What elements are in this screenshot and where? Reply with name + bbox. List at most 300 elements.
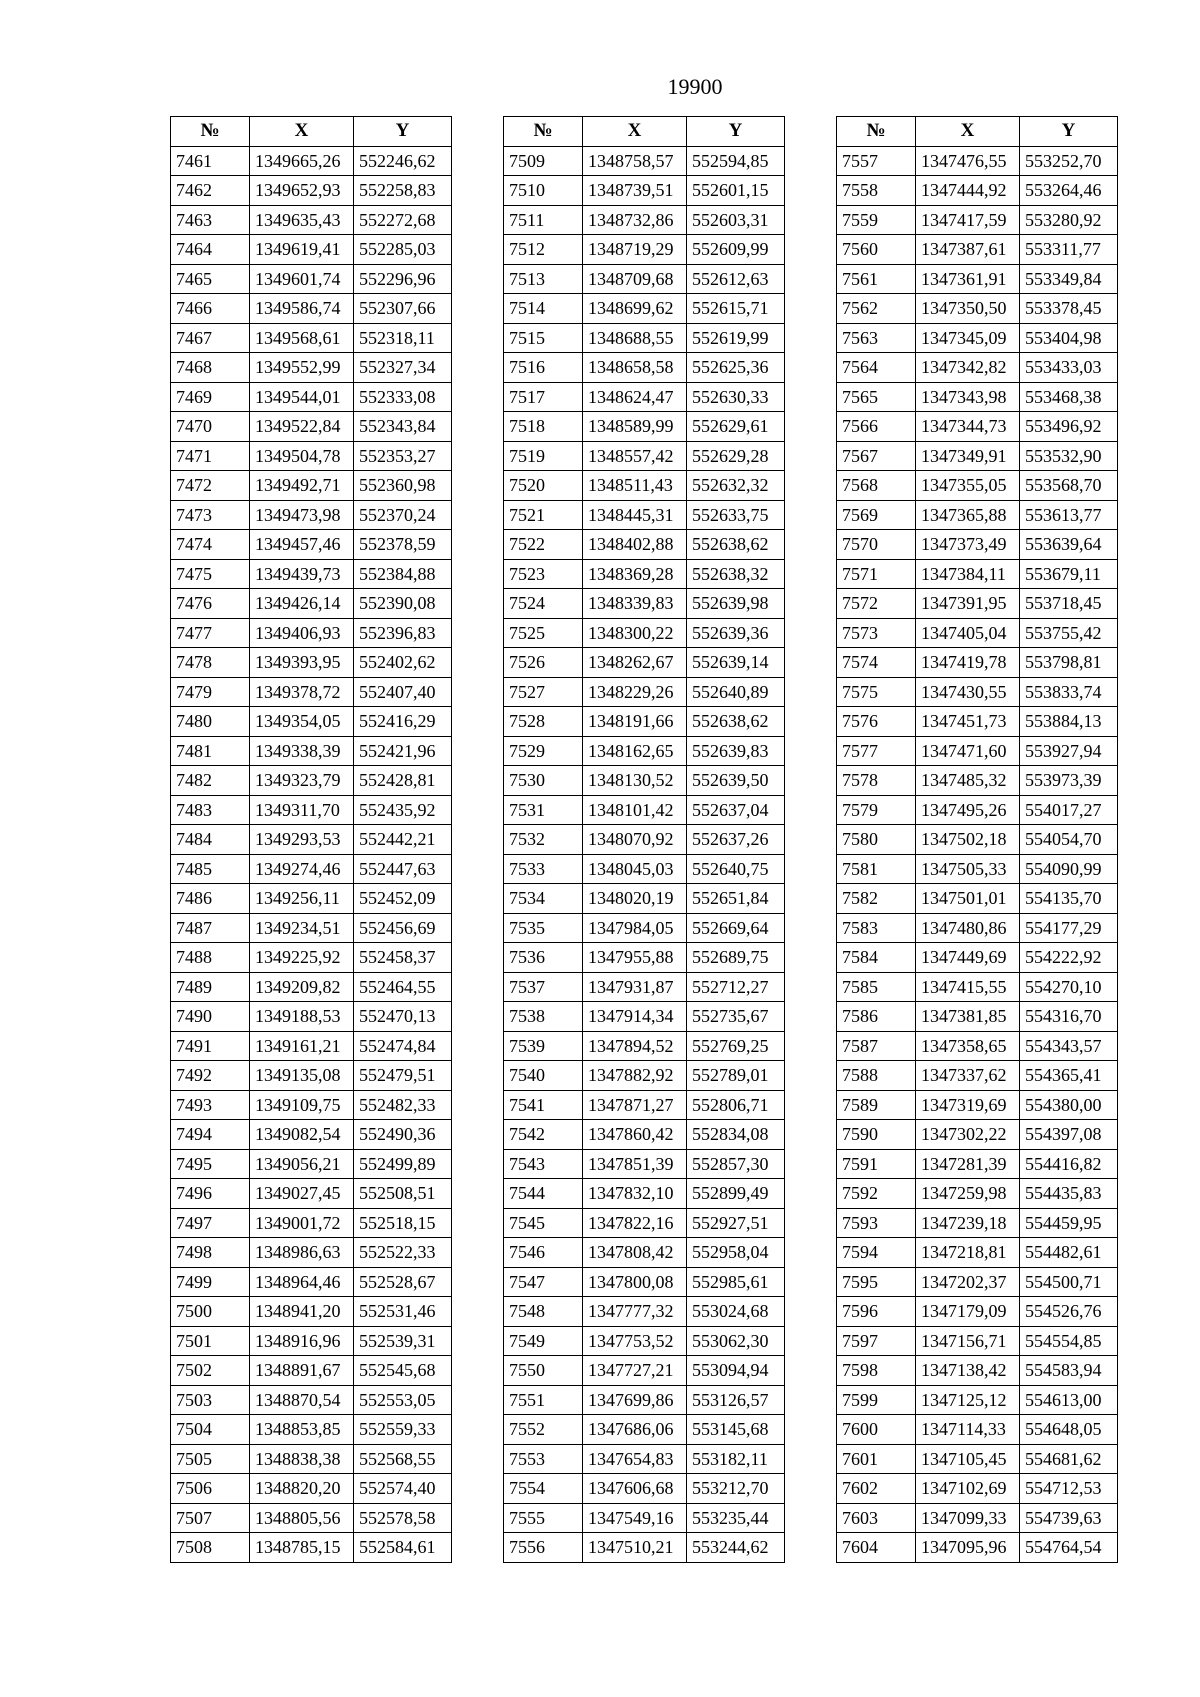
table-row — [171, 1149, 452, 1179]
x-coordinate-cell: 1348045,03 — [583, 854, 687, 884]
x-coordinate-cell: 1347345,09 — [916, 323, 1020, 353]
y-coordinate-cell: 554712,53 — [1020, 1474, 1118, 1504]
y-coordinate-cell: 552272,68 — [354, 205, 452, 235]
y-coordinate-cell: 552712,27 — [687, 972, 785, 1002]
x-coordinate-cell: 1349665,26 — [250, 146, 354, 176]
point-number-cell: 7571 — [837, 559, 916, 589]
x-coordinate-cell: 1349109,75 — [250, 1090, 354, 1120]
x-coordinate-cell: 1348557,42 — [583, 441, 687, 471]
y-coordinate-cell: 552834,08 — [687, 1120, 785, 1150]
y-coordinate-cell: 552629,61 — [687, 412, 785, 442]
x-coordinate-cell: 1347485,32 — [916, 766, 1020, 796]
y-coordinate-cell: 552452,09 — [354, 884, 452, 914]
table-row — [504, 1474, 785, 1504]
y-coordinate-cell: 552640,75 — [687, 854, 785, 884]
y-coordinate-cell: 552559,33 — [354, 1415, 452, 1445]
point-number-cell: 7498 — [171, 1238, 250, 1268]
x-coordinate-cell: 1348511,43 — [583, 471, 687, 501]
x-coordinate-cell: 1347343,98 — [916, 382, 1020, 412]
x-coordinate-cell: 1349293,53 — [250, 825, 354, 855]
y-coordinate-cell: 554017,27 — [1020, 795, 1118, 825]
x-coordinate-cell: 1349209,82 — [250, 972, 354, 1002]
table-row — [504, 884, 785, 914]
point-number-cell: 7529 — [504, 736, 583, 766]
point-number-cell: 7506 — [171, 1474, 250, 1504]
x-coordinate-cell: 1348262,67 — [583, 648, 687, 678]
x-coordinate-cell: 1348020,19 — [583, 884, 687, 914]
point-number-cell: 7461 — [171, 146, 250, 176]
x-coordinate-cell: 1347449,69 — [916, 943, 1020, 973]
table-row — [504, 1533, 785, 1563]
x-coordinate-cell: 1348445,31 — [583, 500, 687, 530]
table-row — [504, 854, 785, 884]
y-coordinate-cell: 552769,25 — [687, 1031, 785, 1061]
x-coordinate-cell: 1349188,53 — [250, 1002, 354, 1032]
y-coordinate-cell: 553433,03 — [1020, 353, 1118, 383]
y-coordinate-cell: 554500,71 — [1020, 1267, 1118, 1297]
x-coordinate-cell: 1347391,95 — [916, 589, 1020, 619]
column-header-x: X — [916, 117, 1020, 147]
y-coordinate-cell: 553468,38 — [1020, 382, 1118, 412]
table-row — [171, 1297, 452, 1327]
table-row — [837, 1415, 1118, 1445]
point-number-cell: 7474 — [171, 530, 250, 560]
table-row — [171, 825, 452, 855]
point-number-cell: 7504 — [171, 1415, 250, 1445]
y-coordinate-cell: 552474,84 — [354, 1031, 452, 1061]
point-number-cell: 7519 — [504, 441, 583, 471]
x-coordinate-cell: 1347931,87 — [583, 972, 687, 1002]
point-number-cell: 7590 — [837, 1120, 916, 1150]
point-number-cell: 7563 — [837, 323, 916, 353]
table-row — [504, 323, 785, 353]
y-coordinate-cell: 552639,83 — [687, 736, 785, 766]
y-coordinate-cell: 552416,29 — [354, 707, 452, 737]
x-coordinate-cell: 1347417,59 — [916, 205, 1020, 235]
y-coordinate-cell: 552639,36 — [687, 618, 785, 648]
y-coordinate-cell: 554435,83 — [1020, 1179, 1118, 1209]
x-coordinate-cell: 1348369,28 — [583, 559, 687, 589]
table-row — [504, 382, 785, 412]
x-coordinate-cell: 1349652,93 — [250, 176, 354, 206]
x-coordinate-cell: 1347800,08 — [583, 1267, 687, 1297]
x-coordinate-cell: 1348891,67 — [250, 1356, 354, 1386]
table-row — [837, 972, 1118, 1002]
table-row — [504, 766, 785, 796]
point-number-cell: 7494 — [171, 1120, 250, 1150]
table-row — [504, 1149, 785, 1179]
table-row — [171, 471, 452, 501]
column-header-y: Y — [687, 117, 785, 147]
point-number-cell: 7593 — [837, 1208, 916, 1238]
x-coordinate-cell: 1349311,70 — [250, 795, 354, 825]
x-coordinate-cell: 1348658,58 — [583, 353, 687, 383]
y-coordinate-cell: 552528,67 — [354, 1267, 452, 1297]
table-row — [504, 913, 785, 943]
table-row — [837, 471, 1118, 501]
x-coordinate-cell: 1349027,45 — [250, 1179, 354, 1209]
point-number-cell: 7575 — [837, 677, 916, 707]
y-coordinate-cell: 554739,63 — [1020, 1503, 1118, 1533]
point-number-cell: 7468 — [171, 353, 250, 383]
point-number-cell: 7601 — [837, 1444, 916, 1474]
y-coordinate-cell: 553973,39 — [1020, 766, 1118, 796]
x-coordinate-cell: 1347099,33 — [916, 1503, 1020, 1533]
y-coordinate-cell: 553378,45 — [1020, 294, 1118, 324]
x-coordinate-cell: 1348130,52 — [583, 766, 687, 796]
point-number-cell: 7481 — [171, 736, 250, 766]
y-coordinate-cell: 553927,94 — [1020, 736, 1118, 766]
point-number-cell: 7493 — [171, 1090, 250, 1120]
y-coordinate-cell: 552458,37 — [354, 943, 452, 973]
table-row — [504, 795, 785, 825]
y-coordinate-cell: 552402,62 — [354, 648, 452, 678]
x-coordinate-cell: 1347510,21 — [583, 1533, 687, 1563]
table-row — [837, 589, 1118, 619]
x-coordinate-cell: 1348229,26 — [583, 677, 687, 707]
x-coordinate-cell: 1348805,56 — [250, 1503, 354, 1533]
x-coordinate-cell: 1347125,12 — [916, 1385, 1020, 1415]
point-number-cell: 7548 — [504, 1297, 583, 1327]
point-number-cell: 7567 — [837, 441, 916, 471]
y-coordinate-cell: 552639,98 — [687, 589, 785, 619]
point-number-cell: 7542 — [504, 1120, 583, 1150]
y-coordinate-cell: 552464,55 — [354, 972, 452, 1002]
table-row — [837, 1149, 1118, 1179]
y-coordinate-cell: 552574,40 — [354, 1474, 452, 1504]
x-coordinate-cell: 1347419,78 — [916, 648, 1020, 678]
point-number-cell: 7467 — [171, 323, 250, 353]
table-row — [171, 205, 452, 235]
point-number-cell: 7594 — [837, 1238, 916, 1268]
table-row — [171, 294, 452, 324]
table-row — [837, 1326, 1118, 1356]
x-coordinate-cell: 1349378,72 — [250, 677, 354, 707]
y-coordinate-cell: 552246,62 — [354, 146, 452, 176]
table-row — [171, 648, 452, 678]
x-coordinate-cell: 1347361,91 — [916, 264, 1020, 294]
table-row — [504, 1238, 785, 1268]
coordinates-table — [503, 116, 785, 1563]
point-number-cell: 7549 — [504, 1326, 583, 1356]
table-row — [504, 1326, 785, 1356]
x-coordinate-cell: 1349457,46 — [250, 530, 354, 560]
point-number-cell: 7499 — [171, 1267, 250, 1297]
point-number-cell: 7599 — [837, 1385, 916, 1415]
point-number-cell: 7469 — [171, 382, 250, 412]
y-coordinate-cell: 553311,77 — [1020, 235, 1118, 265]
point-number-cell: 7604 — [837, 1533, 916, 1563]
table-row — [171, 1061, 452, 1091]
table-row — [837, 707, 1118, 737]
point-number-cell: 7534 — [504, 884, 583, 914]
x-coordinate-cell: 1347415,55 — [916, 972, 1020, 1002]
x-coordinate-cell: 1347179,09 — [916, 1297, 1020, 1327]
point-number-cell: 7603 — [837, 1503, 916, 1533]
y-coordinate-cell: 554648,05 — [1020, 1415, 1118, 1445]
table-row — [171, 1208, 452, 1238]
table-row — [504, 825, 785, 855]
y-coordinate-cell: 553532,90 — [1020, 441, 1118, 471]
point-number-cell: 7531 — [504, 795, 583, 825]
point-number-cell: 7517 — [504, 382, 583, 412]
point-number-cell: 7495 — [171, 1149, 250, 1179]
y-coordinate-cell: 554459,95 — [1020, 1208, 1118, 1238]
column-header-y: Y — [354, 117, 452, 147]
y-coordinate-cell: 552545,68 — [354, 1356, 452, 1386]
point-number-cell: 7477 — [171, 618, 250, 648]
point-number-cell: 7595 — [837, 1267, 916, 1297]
point-number-cell: 7538 — [504, 1002, 583, 1032]
column-header-number: № — [504, 117, 583, 147]
table-row — [171, 530, 452, 560]
x-coordinate-cell: 1347686,06 — [583, 1415, 687, 1445]
table-row — [504, 294, 785, 324]
x-coordinate-cell: 1348739,51 — [583, 176, 687, 206]
point-number-cell: 7512 — [504, 235, 583, 265]
y-coordinate-cell: 552479,51 — [354, 1061, 452, 1091]
y-coordinate-cell: 552360,98 — [354, 471, 452, 501]
y-coordinate-cell: 552638,32 — [687, 559, 785, 589]
table-row — [837, 1090, 1118, 1120]
y-coordinate-cell: 552447,63 — [354, 854, 452, 884]
point-number-cell: 7509 — [504, 146, 583, 176]
y-coordinate-cell: 552669,64 — [687, 913, 785, 943]
y-coordinate-cell: 553145,68 — [687, 1415, 785, 1445]
y-coordinate-cell: 552639,14 — [687, 648, 785, 678]
x-coordinate-cell: 1347654,83 — [583, 1444, 687, 1474]
point-number-cell: 7514 — [504, 294, 583, 324]
x-coordinate-cell: 1349522,84 — [250, 412, 354, 442]
point-number-cell: 7528 — [504, 707, 583, 737]
y-coordinate-cell: 552285,03 — [354, 235, 452, 265]
table-row — [837, 1503, 1118, 1533]
point-number-cell: 7580 — [837, 825, 916, 855]
table-row — [837, 913, 1118, 943]
point-number-cell: 7486 — [171, 884, 250, 914]
point-number-cell: 7589 — [837, 1090, 916, 1120]
point-number-cell: 7536 — [504, 943, 583, 973]
y-coordinate-cell: 552689,75 — [687, 943, 785, 973]
y-coordinate-cell: 553094,94 — [687, 1356, 785, 1386]
point-number-cell: 7470 — [171, 412, 250, 442]
x-coordinate-cell: 1347342,82 — [916, 353, 1020, 383]
x-coordinate-cell: 1347405,04 — [916, 618, 1020, 648]
point-number-cell: 7533 — [504, 854, 583, 884]
point-number-cell: 7592 — [837, 1179, 916, 1209]
y-coordinate-cell: 552531,46 — [354, 1297, 452, 1327]
table-row — [837, 353, 1118, 383]
x-coordinate-cell: 1348688,55 — [583, 323, 687, 353]
x-coordinate-cell: 1348785,15 — [250, 1533, 354, 1563]
x-coordinate-cell: 1347699,86 — [583, 1385, 687, 1415]
point-number-cell: 7561 — [837, 264, 916, 294]
y-coordinate-cell: 554222,92 — [1020, 943, 1118, 973]
y-coordinate-cell: 554365,41 — [1020, 1061, 1118, 1091]
table-row — [837, 205, 1118, 235]
column-header-y: Y — [1020, 117, 1118, 147]
x-coordinate-cell: 1347202,37 — [916, 1267, 1020, 1297]
y-coordinate-cell: 552258,83 — [354, 176, 452, 206]
table-row — [837, 530, 1118, 560]
y-coordinate-cell: 553062,30 — [687, 1326, 785, 1356]
x-coordinate-cell: 1348758,57 — [583, 146, 687, 176]
y-coordinate-cell: 552353,27 — [354, 441, 452, 471]
x-coordinate-cell: 1348300,22 — [583, 618, 687, 648]
x-coordinate-cell: 1347156,71 — [916, 1326, 1020, 1356]
point-number-cell: 7586 — [837, 1002, 916, 1032]
x-coordinate-cell: 1347337,62 — [916, 1061, 1020, 1091]
x-coordinate-cell: 1347430,55 — [916, 677, 1020, 707]
table-body — [171, 146, 452, 1562]
point-number-cell: 7543 — [504, 1149, 583, 1179]
table-row — [171, 589, 452, 619]
point-number-cell: 7540 — [504, 1061, 583, 1091]
y-coordinate-cell: 553349,84 — [1020, 264, 1118, 294]
table-row — [171, 264, 452, 294]
table-header-row — [171, 117, 452, 147]
x-coordinate-cell: 1348870,54 — [250, 1385, 354, 1415]
table-row — [171, 943, 452, 973]
x-coordinate-cell: 1349552,99 — [250, 353, 354, 383]
y-coordinate-cell: 553884,13 — [1020, 707, 1118, 737]
y-coordinate-cell: 552927,51 — [687, 1208, 785, 1238]
x-coordinate-cell: 1349393,95 — [250, 648, 354, 678]
point-number-cell: 7598 — [837, 1356, 916, 1386]
column-header-x: X — [250, 117, 354, 147]
y-coordinate-cell: 552630,33 — [687, 382, 785, 412]
y-coordinate-cell: 553798,81 — [1020, 648, 1118, 678]
x-coordinate-cell: 1347302,22 — [916, 1120, 1020, 1150]
table-row — [504, 176, 785, 206]
point-number-cell: 7473 — [171, 500, 250, 530]
table-row — [504, 972, 785, 1002]
table-row — [171, 1385, 452, 1415]
y-coordinate-cell: 552318,11 — [354, 323, 452, 353]
table-row — [504, 1090, 785, 1120]
x-coordinate-cell: 1347914,34 — [583, 1002, 687, 1032]
x-coordinate-cell: 1347955,88 — [583, 943, 687, 973]
x-coordinate-cell: 1348838,38 — [250, 1444, 354, 1474]
y-coordinate-cell: 553613,77 — [1020, 500, 1118, 530]
point-number-cell: 7524 — [504, 589, 583, 619]
point-number-cell: 7579 — [837, 795, 916, 825]
point-number-cell: 7462 — [171, 176, 250, 206]
point-number-cell: 7554 — [504, 1474, 583, 1504]
table-row — [171, 1090, 452, 1120]
point-number-cell: 7537 — [504, 972, 583, 1002]
point-number-cell: 7483 — [171, 795, 250, 825]
y-coordinate-cell: 552442,21 — [354, 825, 452, 855]
table-row — [837, 1267, 1118, 1297]
point-number-cell: 7497 — [171, 1208, 250, 1238]
x-coordinate-cell: 1349406,93 — [250, 618, 354, 648]
y-coordinate-cell: 552333,08 — [354, 382, 452, 412]
y-coordinate-cell: 553244,62 — [687, 1533, 785, 1563]
x-coordinate-cell: 1347505,33 — [916, 854, 1020, 884]
table-row — [837, 1385, 1118, 1415]
point-number-cell: 7558 — [837, 176, 916, 206]
table-header-row — [837, 117, 1118, 147]
x-coordinate-cell: 1347095,96 — [916, 1533, 1020, 1563]
point-number-cell: 7587 — [837, 1031, 916, 1061]
point-number-cell: 7496 — [171, 1179, 250, 1209]
table-row — [504, 1385, 785, 1415]
y-coordinate-cell: 552578,58 — [354, 1503, 452, 1533]
point-number-cell: 7526 — [504, 648, 583, 678]
point-number-cell: 7523 — [504, 559, 583, 589]
y-coordinate-cell: 553280,92 — [1020, 205, 1118, 235]
y-coordinate-cell: 553496,92 — [1020, 412, 1118, 442]
point-number-cell: 7545 — [504, 1208, 583, 1238]
table-row — [504, 559, 785, 589]
x-coordinate-cell: 1348624,47 — [583, 382, 687, 412]
point-number-cell: 7553 — [504, 1444, 583, 1474]
point-number-cell: 7500 — [171, 1297, 250, 1327]
table-row — [837, 559, 1118, 589]
y-coordinate-cell: 553212,70 — [687, 1474, 785, 1504]
y-coordinate-cell: 552806,71 — [687, 1090, 785, 1120]
table-row — [837, 1120, 1118, 1150]
table-row — [837, 264, 1118, 294]
table-row — [837, 1444, 1118, 1474]
x-coordinate-cell: 1347882,92 — [583, 1061, 687, 1091]
x-coordinate-cell: 1347114,33 — [916, 1415, 1020, 1445]
y-coordinate-cell: 552985,61 — [687, 1267, 785, 1297]
y-coordinate-cell: 552553,05 — [354, 1385, 452, 1415]
table-row — [837, 1179, 1118, 1209]
x-coordinate-cell: 1347871,27 — [583, 1090, 687, 1120]
x-coordinate-cell: 1347218,81 — [916, 1238, 1020, 1268]
x-coordinate-cell: 1347727,21 — [583, 1356, 687, 1386]
y-coordinate-cell: 554177,29 — [1020, 913, 1118, 943]
point-number-cell: 7485 — [171, 854, 250, 884]
table-row — [171, 146, 452, 176]
point-number-cell: 7478 — [171, 648, 250, 678]
table-row — [171, 618, 452, 648]
table-row — [837, 382, 1118, 412]
point-number-cell: 7597 — [837, 1326, 916, 1356]
x-coordinate-cell: 1347777,32 — [583, 1297, 687, 1327]
point-number-cell: 7552 — [504, 1415, 583, 1445]
table-row — [171, 1533, 452, 1563]
table-row — [171, 913, 452, 943]
x-coordinate-cell: 1347549,16 — [583, 1503, 687, 1533]
x-coordinate-cell: 1348589,99 — [583, 412, 687, 442]
x-coordinate-cell: 1349001,72 — [250, 1208, 354, 1238]
x-coordinate-cell: 1347138,42 — [916, 1356, 1020, 1386]
point-number-cell: 7560 — [837, 235, 916, 265]
x-coordinate-cell: 1349635,43 — [250, 205, 354, 235]
point-number-cell: 7596 — [837, 1297, 916, 1327]
table-row — [504, 412, 785, 442]
y-coordinate-cell: 552609,99 — [687, 235, 785, 265]
table-row — [504, 1356, 785, 1386]
point-number-cell: 7569 — [837, 500, 916, 530]
table-row — [837, 618, 1118, 648]
y-coordinate-cell: 552601,15 — [687, 176, 785, 206]
x-coordinate-cell: 1347471,60 — [916, 736, 1020, 766]
point-number-cell: 7492 — [171, 1061, 250, 1091]
y-coordinate-cell: 554764,54 — [1020, 1533, 1118, 1563]
table-row — [504, 618, 785, 648]
y-coordinate-cell: 552482,33 — [354, 1090, 452, 1120]
y-coordinate-cell: 554054,70 — [1020, 825, 1118, 855]
table-row — [171, 323, 452, 353]
y-coordinate-cell: 554343,57 — [1020, 1031, 1118, 1061]
table-row — [171, 441, 452, 471]
y-coordinate-cell: 553679,11 — [1020, 559, 1118, 589]
